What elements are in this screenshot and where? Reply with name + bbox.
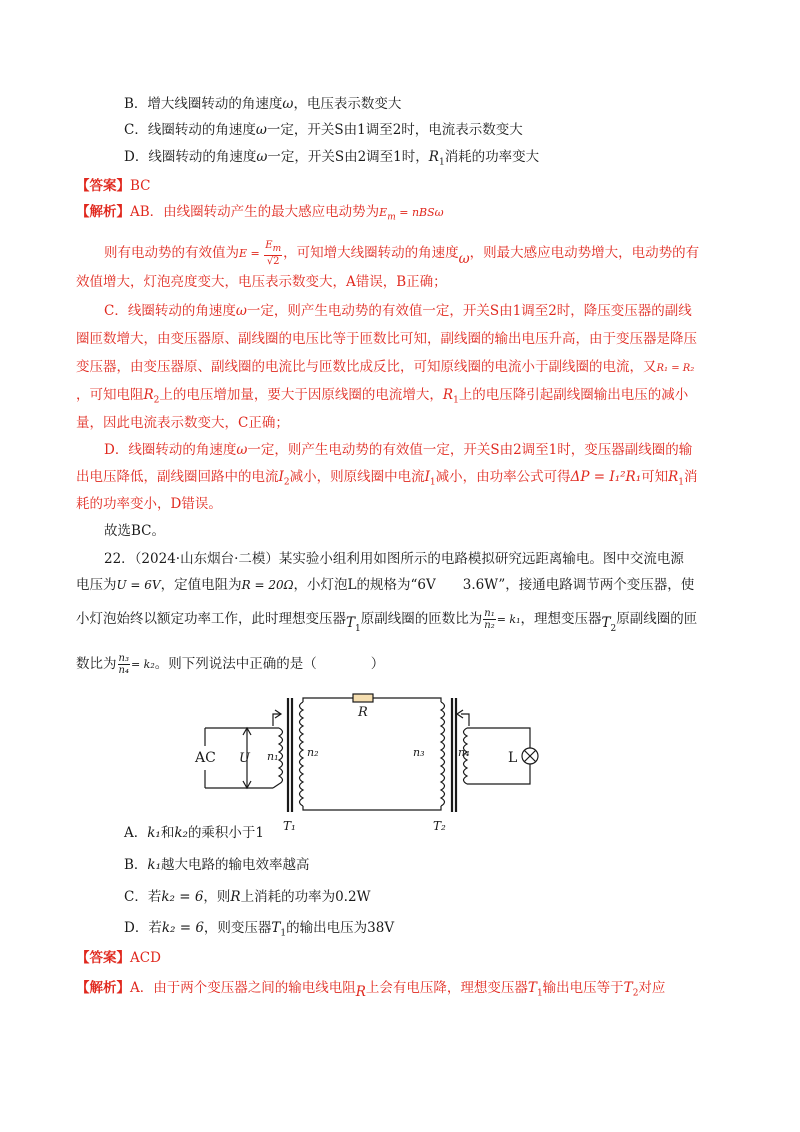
q22-stem-line-2: 电压为U = 6V，定值电阻为R = 20Ω，小灯泡L的规格为“6V 3.6W”，接通电路调节两个变压器，使 [76,577,695,593]
q21-analysis-line-10: 出电压降低，副线圈回路中的电流$I_2$减小，则原线圈中电流$I_1$减小，由功率公式可得ΔP = I₁²R₁可知$R_1$消 [76,469,698,488]
n2-label: n₂ [307,746,319,759]
t1-label: T₁ [283,819,296,833]
n1-label: n₁ [267,750,279,763]
circuit-diagram [195,688,555,833]
q21-analysis-line-8: 量，因此电流表示数变大，C正确； [76,415,289,431]
n3-label: n₃ [413,746,425,759]
q22-stem-line-4: 数比为 $\frac{\text{n₃}}{\text{n₄}}$ = k₂。则下列说法中正确的是（ ） [76,653,385,676]
q22-stem-line-3: 小灯泡始终以额定功率工作，此时理想变压器$T_1$原副线圈的匝数比为 $\frac{\text{n₁}}{\text{n₂}}$ = k₁，理想变压器$T_2$原副线圈的匝 [76,608,698,634]
q22-analysis-line-1: 【解析】A．由于两个变压器之间的输电线电阻R上会有电压降，理想变压器$T_1$输出电压等于$T_2$对应 [76,980,666,1000]
n4-label: n₄ [458,746,470,759]
q21-analysis-line-2: 则有电动势的有效值为E = $\frac{E_m}{√2}$ ，可知增大线圈转动的角速度ω，则最大感应电动势增大，电动势的有 [104,240,700,267]
l-label: L [508,750,518,766]
q22-option-c: C．若k₂ = 6，则R上消耗的功率为0.2W [124,889,371,905]
t2-primary-coil [441,702,445,806]
q21-option-c: C．线圈转动的角速度ω一定，开关S由1调至2时，电流表示数变大 [124,122,523,138]
t2-label: T₂ [433,819,446,833]
q21-analysis-line-9: D．线圈转动的角速度ω一定，则产生电动势的有效值一定，开关S由2调至1时，变压器副线圈的输 [104,442,693,458]
q21-option-b: B．增大线圈转动的角速度ω，电压表示数变大 [124,96,402,112]
q22-answer: 【答案】ACD [76,950,161,966]
q22-stem-line-1: 22．（2024·山东烟台·二模）某实验小组利用如图所示的电路模拟研究远距离输电。图中交流电源 [104,551,684,567]
q22-option-a: A．k₁和k₂的乘积小于1 [124,825,265,841]
q21-analysis-line-3: 效值增大，灯泡亮度变大，电压表示数变大，A错误，B正确； [76,274,447,290]
q21-answer: 【答案】BC [76,178,151,194]
u-label: U [239,751,250,766]
t1-secondary-coil [300,702,304,806]
q22-option-b: B．k₁越大电路的输电效率越高 [124,857,310,873]
q22-option-d: D．若k₂ = 6，则变压器$T_1$的输出电压为38V [124,920,395,939]
r-label: R [358,705,368,720]
q21-option-d: D．线圈转动的角速度ω一定，开关S由2调至1时，$R_1$消耗的功率变大 [124,149,540,168]
q21-analysis-line-6: 变压器，由变压器原、副线圈的电流比与匝数比成反比，可知原线圈的电流小于副线圈的电流，又R₁ = R₂ [76,359,695,375]
q21-conclusion: 故选BC。 [104,523,166,539]
q21-analysis-line-5: 圈匝数增大，由变压器原、副线圈的电压比等于匝数比可知，副线圈的输出电压升高，由于变压器是降压 [76,331,697,347]
q21-analysis-line-4: C．线圈转动的角速度ω一定，则产生电动势的有效值一定，开关S由1调至2时，降压变压器的副线 [104,303,692,319]
q21-analysis-line-11: 耗的功率变小，D错误。 [76,496,222,512]
ac-label: AC [195,750,216,766]
q21-analysis-line-1: 【解析】AB．由线圈转动产生的最大感应电动势为$E_m = nBS\omega$ [76,204,444,223]
q21-analysis-line-7: ，可知电阻$R_2$上的电压增加量，要大于因原线圈的电流增大，$R_1$上的电压降引起副线圈输出电压的减小 [76,387,689,406]
resistor-r [353,694,373,702]
